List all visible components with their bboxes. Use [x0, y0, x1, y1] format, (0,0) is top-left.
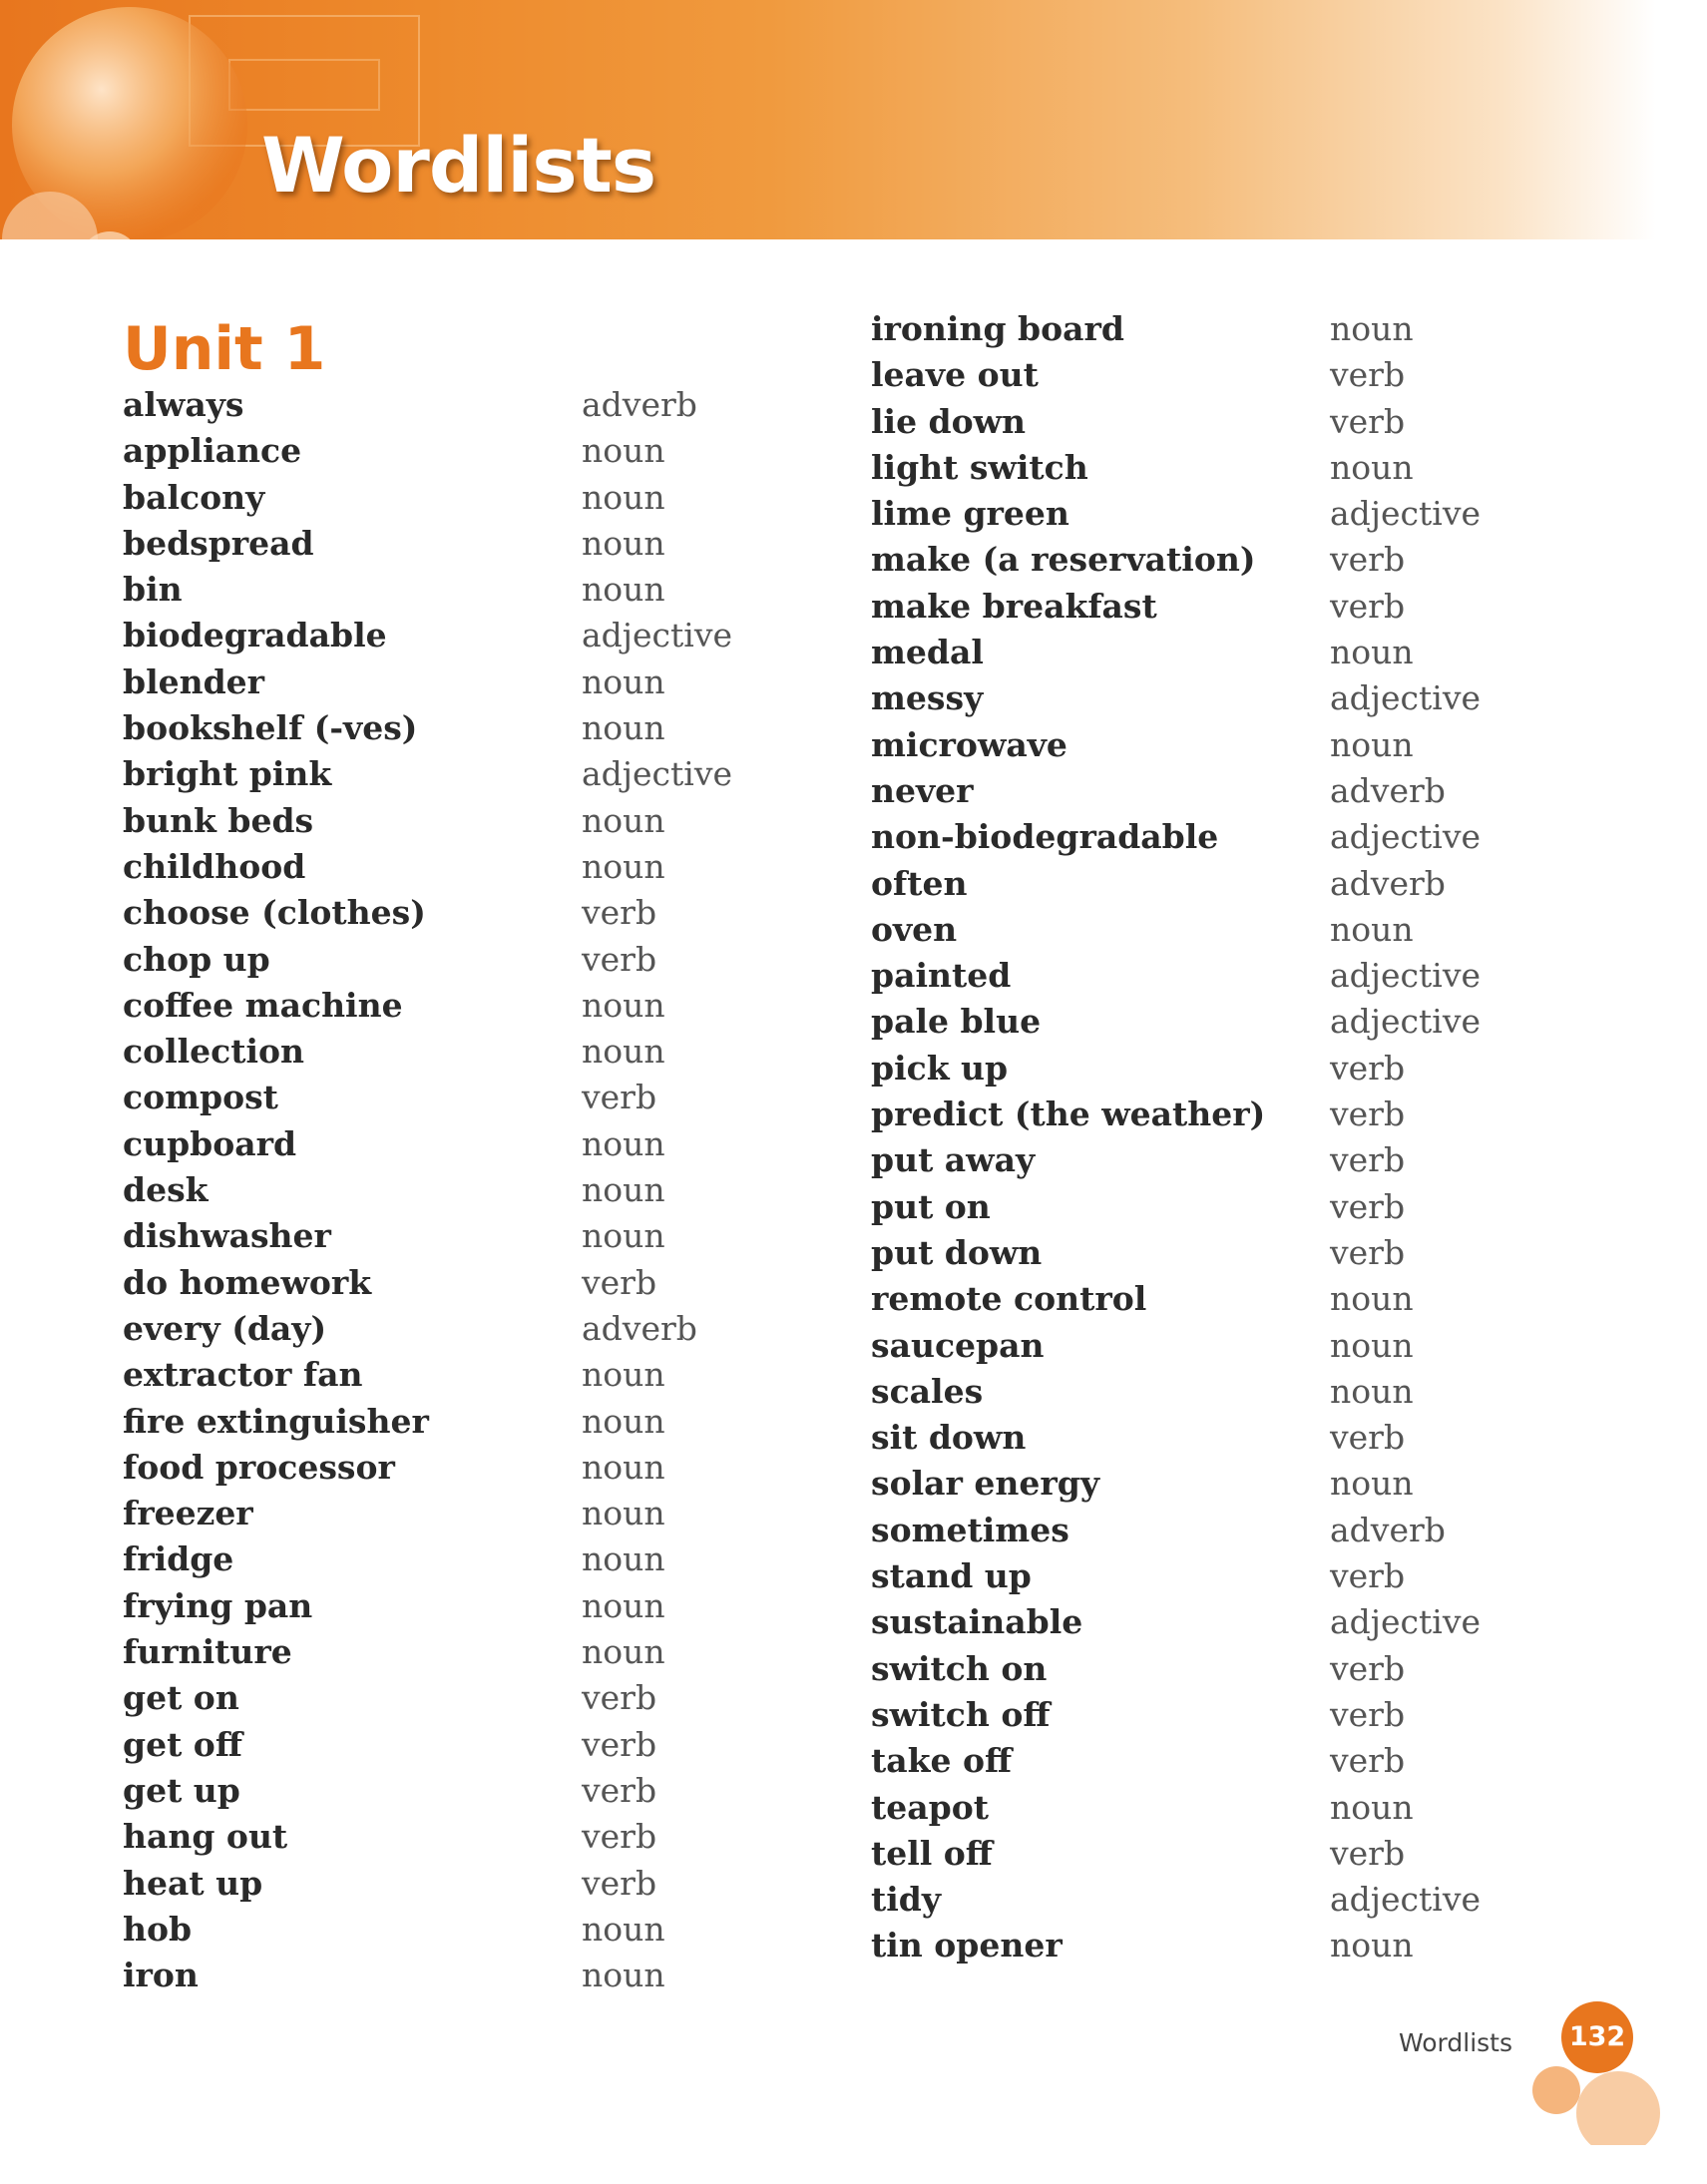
wordlist-part-of-speech: verb [1330, 540, 1406, 580]
wordlist-term: switch off [871, 1694, 1051, 1734]
wordlist-term: tin opener [871, 1926, 1063, 1966]
wordlist-part-of-speech: noun [1330, 1464, 1414, 1504]
wordlist-row [871, 399, 1509, 445]
wordlist-row [871, 861, 1509, 907]
wordlist-row [871, 675, 1509, 721]
wordlist-term: choose (clothes) [123, 893, 426, 933]
wordlist-row [123, 1491, 761, 1536]
wordlist-term: blender [123, 661, 265, 701]
wordlist-term: childhood [123, 846, 306, 886]
wordlist-part-of-speech: verb [1330, 1694, 1406, 1734]
wordlist-term: appliance [123, 431, 302, 471]
wordlist-part-of-speech: noun [582, 1401, 665, 1441]
wordlist-part-of-speech: adverb [1330, 863, 1446, 903]
wordlist-part-of-speech: noun [582, 1355, 665, 1395]
wordlist-part-of-speech: adjective [1330, 494, 1482, 534]
wordlist-part-of-speech: noun [582, 1585, 665, 1625]
wordlist-row [871, 630, 1509, 675]
wordlist-term: bin [123, 570, 183, 610]
wordlist-part-of-speech: verb [582, 1678, 657, 1718]
wordlist-part-of-speech: noun [1330, 1926, 1414, 1966]
wordlist-row [123, 1629, 761, 1675]
wordlist-term: light switch [871, 447, 1088, 487]
wordlist-part-of-speech: noun [582, 1170, 665, 1210]
wordlist-row [123, 1536, 761, 1582]
wordlist-part-of-speech: verb [1330, 1418, 1406, 1458]
wordlist-term: make breakfast [871, 586, 1157, 626]
wordlist-row [123, 1814, 761, 1860]
wordlist-row [123, 983, 761, 1029]
wordlist-part-of-speech: adjective [582, 754, 733, 794]
wordlist-row [871, 1369, 1509, 1415]
wordlist-term: chop up [123, 939, 270, 979]
footer-label: Wordlists [1399, 2028, 1513, 2057]
wordlist-part-of-speech: noun [1330, 633, 1414, 672]
wordlist-term: messy [871, 678, 984, 718]
wordlist-row [123, 1399, 761, 1445]
wordlist-row [123, 1861, 761, 1907]
wordlist-term: biodegradable [123, 616, 387, 655]
wordlist-part-of-speech: noun [582, 661, 665, 701]
wordlist-row [871, 999, 1509, 1045]
wordlist-row [123, 1260, 761, 1306]
wordlist-row [871, 953, 1509, 999]
wordlist-row [871, 1137, 1509, 1183]
wordlist-term: hang out [123, 1817, 288, 1857]
wordlist-row [871, 1831, 1509, 1877]
wordlist-row [123, 382, 761, 428]
wordlist-part-of-speech: noun [582, 1032, 665, 1072]
wordlist-row [123, 1675, 761, 1721]
wordlist-term: every (day) [123, 1308, 327, 1348]
wordlist-row [123, 1907, 761, 1953]
wordlist-part-of-speech: noun [1330, 1325, 1414, 1365]
wordlist-row [871, 1877, 1509, 1923]
wordlist-term: heat up [123, 1863, 263, 1903]
wordlist-part-of-speech: noun [582, 985, 665, 1025]
wordlist-part-of-speech: noun [582, 523, 665, 563]
wordlist-row [871, 1415, 1509, 1461]
wordlist-row [871, 1599, 1509, 1645]
wordlist-row [123, 1768, 761, 1814]
wordlist-row [871, 1508, 1509, 1553]
wordlist-part-of-speech: noun [582, 1216, 665, 1256]
wordlist-term: sustainable [871, 1602, 1083, 1642]
wordlist-part-of-speech: verb [1330, 1186, 1406, 1226]
wordlist-term: lie down [871, 401, 1027, 441]
wordlist-row [123, 1167, 761, 1213]
wordlist-part-of-speech: verb [1330, 1556, 1406, 1596]
wordlist-term: put on [871, 1186, 991, 1226]
wordlist-part-of-speech: adjective [1330, 1880, 1482, 1920]
wordlist-term: bookshelf (-ves) [123, 708, 418, 748]
wordlist-term: coffee machine [123, 985, 403, 1025]
wordlist-part-of-speech: verb [1330, 401, 1406, 441]
page-number: 132 [1561, 2001, 1633, 2073]
wordlist-part-of-speech: noun [1330, 1279, 1414, 1319]
wordlist-part-of-speech: noun [1330, 724, 1414, 764]
wordlist-part-of-speech: noun [582, 431, 665, 471]
wordlist-term: sit down [871, 1418, 1027, 1458]
wordlist-term: extractor fan [123, 1355, 363, 1395]
wordlist-term: balcony [123, 477, 265, 517]
wordlist-row [123, 428, 761, 474]
wordlist-term: scales [871, 1371, 984, 1411]
wordlist-term: tidy [871, 1880, 942, 1920]
wordlist-term: tell off [871, 1833, 993, 1873]
wordlist-row [871, 1230, 1509, 1276]
wordlist-part-of-speech: verb [582, 1817, 657, 1857]
wordlist-part-of-speech: verb [582, 893, 657, 933]
wordlist-term: frying pan [123, 1585, 313, 1625]
wordlist-term: microwave [871, 724, 1067, 764]
wordlist-part-of-speech: noun [582, 846, 665, 886]
wordlist-row [123, 798, 761, 844]
wordlist-right-column [871, 306, 1509, 1969]
wordlist-part-of-speech: adjective [1330, 678, 1482, 718]
wordlist-term: compost [123, 1078, 278, 1117]
wordlist-row [871, 814, 1509, 860]
wordlist-term: get up [123, 1770, 240, 1810]
wordlist-term: collection [123, 1032, 305, 1072]
wordlist-part-of-speech: verb [1330, 1833, 1406, 1873]
wordlist-part-of-speech: noun [1330, 1787, 1414, 1827]
wordlist-row [123, 521, 761, 567]
wordlist-term: ironing board [871, 309, 1124, 348]
wordlist-row [123, 1213, 761, 1259]
wordlist-part-of-speech: noun [582, 1447, 665, 1487]
wordlist-part-of-speech: verb [1330, 355, 1406, 395]
wordlist-term: desk [123, 1170, 209, 1210]
wordlist-term: remote control [871, 1279, 1147, 1319]
wordlist-term: stand up [871, 1556, 1032, 1596]
wordlist-term: sometimes [871, 1510, 1069, 1549]
wordlist-part-of-speech: adverb [1330, 770, 1446, 810]
wordlist-part-of-speech: verb [1330, 1741, 1406, 1781]
wordlist-row [871, 768, 1509, 814]
wordlist-part-of-speech: verb [582, 1262, 657, 1302]
wordlist-part-of-speech: verb [582, 1724, 657, 1764]
wordlist-term: bunk beds [123, 800, 314, 840]
wordlist-term: food processor [123, 1447, 395, 1487]
wordlist-term: bedspread [123, 523, 314, 563]
wordlist-row [123, 1445, 761, 1491]
wordlist-row [871, 352, 1509, 398]
wordlist-term: cupboard [123, 1123, 297, 1163]
wordlist-row [123, 1306, 761, 1352]
wordlist-row [123, 890, 761, 936]
wordlist-term: furniture [123, 1632, 292, 1672]
wordlist-term: pick up [871, 1048, 1009, 1088]
wordlist-row [871, 445, 1509, 491]
wordlist-part-of-speech: adverb [1330, 1510, 1446, 1549]
wordlist-term: non-biodegradable [871, 817, 1219, 857]
wordlist-term: get on [123, 1678, 239, 1718]
wordlist-row [871, 491, 1509, 537]
wordlist-part-of-speech: noun [582, 800, 665, 840]
wordlist-term: put away [871, 1140, 1036, 1180]
wordlist-row [871, 1923, 1509, 1968]
wordlist-part-of-speech: verb [1330, 586, 1406, 626]
wordlist-left-column [123, 382, 761, 1998]
wordlist-row [871, 1092, 1509, 1137]
wordlist-row [871, 907, 1509, 953]
wordlist-row [871, 1046, 1509, 1092]
wordlist-part-of-speech: noun [582, 708, 665, 748]
wordlist-row [871, 584, 1509, 630]
wordlist-term: fire extinguisher [123, 1401, 429, 1441]
wordlist-row [123, 844, 761, 890]
wordlist-row [123, 751, 761, 797]
wordlist-term: freezer [123, 1494, 253, 1533]
wordlist-part-of-speech: verb [1330, 1094, 1406, 1134]
wordlist-part-of-speech: adverb [582, 1308, 697, 1348]
wordlist-row [123, 1075, 761, 1120]
wordlist-part-of-speech: noun [582, 1494, 665, 1533]
wordlist-term: pale blue [871, 1002, 1042, 1042]
wordlist-row [123, 937, 761, 983]
wordlist-row [123, 1953, 761, 1998]
wordlist-row [871, 537, 1509, 583]
wordlist-term: never [871, 770, 974, 810]
wordlist-part-of-speech: verb [1330, 1232, 1406, 1272]
wordlist-term: oven [871, 909, 958, 949]
wordlist-part-of-speech: verb [582, 1863, 657, 1903]
wordlist-term: medal [871, 633, 984, 672]
wordlist-row [123, 475, 761, 521]
wordlist-part-of-speech: noun [582, 1632, 665, 1672]
wordlist-term: often [871, 863, 968, 903]
wordlist-part-of-speech: adjective [582, 616, 733, 655]
banner-decoration [0, 0, 1707, 239]
wordlist-part-of-speech: verb [582, 1078, 657, 1117]
wordlist-term: hob [123, 1909, 193, 1949]
wordlist-part-of-speech: noun [582, 1956, 665, 1995]
wordlist-term: take off [871, 1741, 1013, 1781]
page-title: Wordlists [261, 121, 656, 210]
wordlist-row [123, 1352, 761, 1398]
wordlist-row [123, 1722, 761, 1768]
wordlist-term: predict (the weather) [871, 1094, 1266, 1134]
wordlist-row [871, 1184, 1509, 1230]
wordlist-row [123, 567, 761, 613]
wordlist-part-of-speech: noun [1330, 447, 1414, 487]
wordlist-term: teapot [871, 1787, 989, 1827]
wordlist-part-of-speech: noun [582, 570, 665, 610]
wordlist-part-of-speech: noun [582, 1123, 665, 1163]
wordlist-row [871, 1553, 1509, 1599]
wordlist-part-of-speech: noun [582, 477, 665, 517]
wordlist-term: fridge [123, 1539, 234, 1579]
wordlist-term: bright pink [123, 754, 332, 794]
wordlist-row [871, 722, 1509, 768]
wordlist-term: iron [123, 1956, 199, 1995]
wordlist-row [123, 1121, 761, 1167]
wordlist-part-of-speech: noun [1330, 1371, 1414, 1411]
wordlist-term: put down [871, 1232, 1043, 1272]
wordlist-part-of-speech: verb [582, 1770, 657, 1810]
wordlist-row [871, 1692, 1509, 1738]
unit-heading: Unit 1 [123, 314, 326, 384]
wordlist-part-of-speech: verb [1330, 1648, 1406, 1688]
wordlist-term: dishwasher [123, 1216, 331, 1256]
wordlist-part-of-speech: adjective [1330, 1002, 1482, 1042]
wordlist-row [871, 1323, 1509, 1369]
wordlist-row [123, 705, 761, 751]
wordlist-part-of-speech: adverb [582, 385, 697, 424]
wordlist-row [123, 613, 761, 658]
wordlist-term: saucepan [871, 1325, 1045, 1365]
wordlist-part-of-speech: verb [1330, 1140, 1406, 1180]
wordlist-term: do homework [123, 1262, 372, 1302]
wordlist-row [871, 1785, 1509, 1831]
wordlist-part-of-speech: adjective [1330, 956, 1482, 996]
wordlist-part-of-speech: adjective [1330, 1602, 1482, 1642]
header-banner [0, 0, 1707, 239]
wordlist-row [871, 1461, 1509, 1507]
wordlist-row [871, 1646, 1509, 1692]
wordlist-row [871, 1276, 1509, 1322]
wordlist-term: make (a reservation) [871, 540, 1256, 580]
wordlist-term: painted [871, 956, 1012, 996]
wordlist-part-of-speech: adjective [1330, 817, 1482, 857]
wordlist-term: leave out [871, 355, 1039, 395]
wordlist-term: lime green [871, 494, 1069, 534]
wordlist-term: get off [123, 1724, 242, 1764]
wordlist-row [123, 1583, 761, 1629]
wordlist-row [123, 1029, 761, 1075]
wordlist-row [123, 659, 761, 705]
wordlist-row [871, 1738, 1509, 1784]
wordlist-part-of-speech: verb [1330, 1048, 1406, 1088]
wordlist-part-of-speech: verb [582, 939, 657, 979]
wordlist-part-of-speech: noun [582, 1539, 665, 1579]
wordlist-part-of-speech: noun [582, 1909, 665, 1949]
wordlist-term: switch on [871, 1648, 1048, 1688]
wordlist-row [871, 306, 1509, 352]
wordlist-part-of-speech: noun [1330, 909, 1414, 949]
wordlist-term: solar energy [871, 1464, 1100, 1504]
wordlist-term: always [123, 385, 244, 424]
wordlist-part-of-speech: noun [1330, 309, 1414, 348]
